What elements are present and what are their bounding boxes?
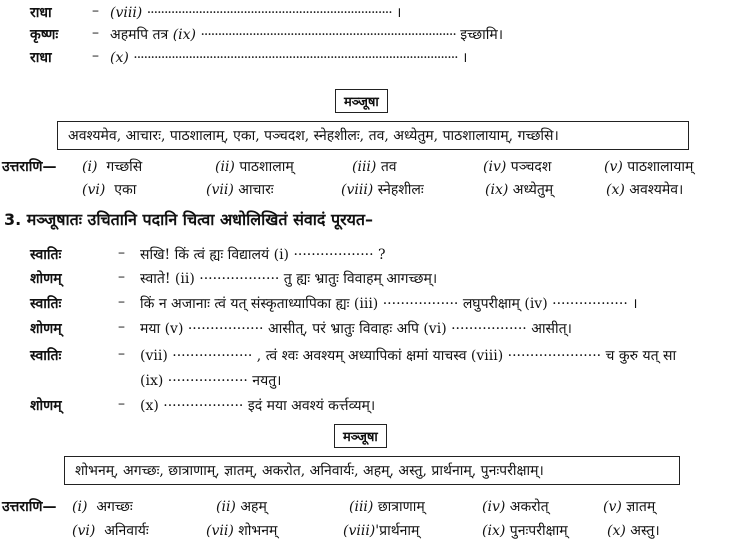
answer-text: एका (114, 182, 137, 198)
dash: – (118, 269, 125, 285)
blank-dots: ······························································································ (133, 50, 458, 66)
dialogue-line: (vii) ·················· , त्वं श्वः अवश्यम् अध्यापिकां क्षमां याचस्व (viii) ····················· च कुरु यत् सा (140, 348, 677, 364)
answer-item (482, 521, 568, 540)
answer-item (215, 157, 294, 176)
answer-text: पाठशालाम् (239, 159, 294, 175)
answer-item (206, 180, 274, 199)
line-prefix: अहमपि तत्र (110, 27, 173, 43)
speaker-radha: राधा (30, 50, 52, 66)
line-end: इच्छामि। (460, 27, 504, 43)
answer-number: (v) (603, 499, 622, 515)
blank-number: (viii) (110, 5, 143, 21)
answer-item (606, 180, 683, 199)
manjusha-words-1: अवश्यमेव, आचारः, पाठशालाम्, एका, पञ्चदश, स्नेहशीलः, तव, अध्येतुम, पाठशालायाम्, गच्छसि। (57, 121, 689, 150)
answer-number: (v) (604, 159, 623, 175)
answer-item (603, 497, 655, 516)
dialogue-line: (x) ·················· इदं मया अवश्यं कर्त्तव्यम्। (140, 398, 376, 414)
dialogue-line-continued: (ix) ·················· नयतु। (140, 373, 282, 389)
dash: – (118, 319, 125, 335)
answer-number: (viii) (343, 523, 376, 539)
answer-number: (i) (82, 159, 98, 175)
speaker-swati: स्वातिः (30, 296, 62, 312)
dash: – (92, 25, 99, 41)
answer-item (341, 180, 424, 199)
answers-label: उत्तराणि— (2, 159, 57, 175)
speaker-shonam: शोणम् (30, 398, 62, 414)
answer-item (349, 497, 425, 516)
speaker-shonam: शोणम् (30, 321, 62, 337)
speaker-swati: स्वातिः (30, 247, 62, 263)
answer-text: छात्राणाम् (377, 499, 425, 515)
answer-text: पुनःपरीक्षाम् (509, 523, 568, 539)
dialogue-line (110, 25, 503, 44)
answer-text: शोभनम् (238, 523, 278, 539)
answer-number: (vi) (82, 182, 106, 198)
answer-number: (iv) (483, 159, 507, 175)
dash: – (92, 3, 99, 19)
answer-number: (vii) (206, 523, 234, 539)
manjusha-title-1: मञ्जूषा (335, 89, 388, 113)
answer-number: (viii) (341, 182, 374, 198)
dash: – (118, 245, 125, 261)
answer-item (343, 521, 419, 540)
question-3-heading (4, 208, 373, 230)
answer-text: अस्तु। (630, 523, 660, 539)
answer-text: गच्छसि (106, 159, 143, 175)
dialogue-line (110, 3, 401, 22)
answer-item (216, 497, 267, 516)
blank-number: (ix) (172, 27, 196, 43)
answer-item (72, 497, 133, 516)
line-end: । (462, 50, 468, 66)
dash: – (118, 346, 125, 362)
answer-number: (ix) (485, 182, 509, 198)
speaker-swati: स्वातिः (30, 348, 62, 364)
speaker-krishna: कृष्णः (30, 27, 59, 43)
dialogue-line: मया (v) ················· आसीत्, परं भ्रातुः विवाहः अपि (vi) ················· आसीत्। (140, 321, 572, 337)
question-number: 3. (4, 210, 22, 229)
dash: – (118, 396, 125, 412)
dialogue-line: किं न अजानाः त्वं यत् संस्कृताध्यापिका ह्यः (iii) ················· लघुपरीक्षाम् (iv) ················· । (140, 296, 638, 312)
dialogue-line (110, 48, 467, 67)
blank-dots: ·········································································· (200, 27, 456, 43)
answer-item (82, 180, 136, 199)
answer-number: (ii) (216, 499, 236, 515)
answer-item (483, 157, 551, 176)
answer-text: स्नेहशीलः (377, 182, 424, 198)
answer-item (352, 157, 397, 176)
answer-number: (ii) (215, 159, 235, 175)
line-end: । (396, 5, 402, 21)
answer-item (72, 521, 149, 540)
answer-number: (i) (72, 499, 88, 515)
dialogue-line: स्वाते! (ii) ·················· तु ह्यः भ्रातुः विवाहम् आगच्छम्। (140, 271, 438, 287)
speaker-radha: राधा (30, 5, 52, 21)
blank-dots: ······································································· (146, 5, 392, 21)
answer-item (485, 180, 553, 199)
answer-text: तव (380, 159, 397, 175)
answer-text: पाठशालायाम् (627, 159, 694, 175)
answer-number: (iii) (349, 499, 374, 515)
answer-text: ज्ञातम् (626, 499, 656, 515)
answer-text: आचारः (238, 182, 274, 198)
answer-text: अकरोत् (509, 499, 549, 515)
manjusha-words-2: शोभनम्, अगच्छः, छात्राणाम्, ज्ञातम्, अकरोत, अनिवार्यः, अहम्, अस्तु, प्रार्थनाम्, पुनःपरीक्षाम्। (64, 456, 680, 485)
answer-number: (ix) (482, 523, 506, 539)
dash: – (92, 48, 99, 64)
answer-number: (iv) (482, 499, 506, 515)
answer-text: अनिवार्यः (104, 523, 149, 539)
answer-text: अध्येतुम् (512, 182, 554, 198)
answer-item (206, 521, 277, 540)
speaker-shonam: शोणम् (30, 271, 62, 287)
answer-text: अहम् (240, 499, 267, 515)
answer-number: (vii) (206, 182, 234, 198)
answer-item (607, 521, 660, 540)
blank-number: (x) (110, 50, 129, 66)
answers-label: उत्तराणि— (2, 499, 57, 515)
answer-text: अगच्छः (96, 499, 133, 515)
answer-text: 'प्रार्थनाम् (375, 523, 420, 539)
answer-item (82, 157, 142, 176)
answer-number: (x) (607, 523, 626, 539)
answer-number: (iii) (352, 159, 377, 175)
dash: – (118, 294, 125, 310)
answer-text: पञ्चदश (510, 159, 552, 175)
manjusha-title-2: मञ्जूषा (334, 424, 387, 448)
answer-number: (x) (606, 182, 625, 198)
answer-text: अवश्यमेव। (629, 182, 684, 198)
answer-item (482, 497, 549, 516)
answer-number: (vi) (72, 523, 96, 539)
answer-item (604, 157, 693, 176)
question-text: मञ्जूषातः उचितानि पदानि चित्वा अधोलिखितं संवादं पूरयत– (26, 210, 374, 229)
dialogue-line: सखि! किं त्वं ह्यः विद्यालयं (i) ·················· ? (140, 247, 386, 263)
